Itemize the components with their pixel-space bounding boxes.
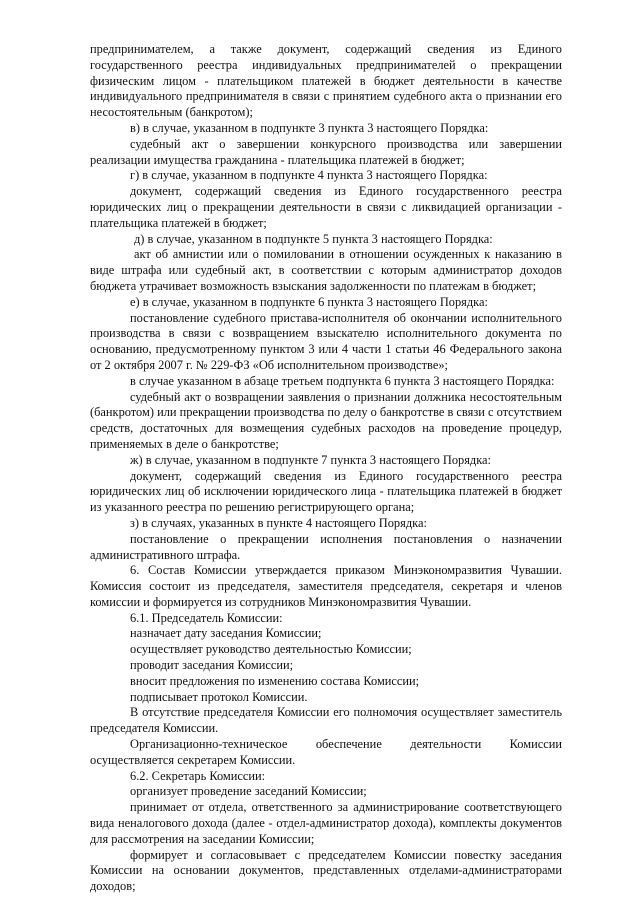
- paragraph: принимает от отдела, ответственного за администрирование соответствующего вида неналогового дохода (далее - отдел-администратор дохода), комплекты документов для рассмотрения на заседании Комиссии;: [90, 800, 562, 846]
- paragraph: з) в случаях, указанных в пункте 4 настоящего Порядка:: [130, 515, 427, 530]
- paragraph: документ, содержащий сведения из Единого государственного реестра юридических лиц о прекращении деятельности в связи с ликвидацией организации - плательщика платежей в бюджет;: [90, 184, 562, 230]
- paragraph: ж) в случае, указанном в подпункте 7 пункта 3 настоящего Порядка:: [130, 452, 491, 467]
- paragraph: проводит заседания Комиссии;: [130, 658, 294, 673]
- paragraph: судебный акт о завершении конкурсного производства или завершении реализации имущества гражданина - плательщика платежей в бюджет;: [90, 136, 562, 167]
- paragraph: судебный акт о возвращении заявления о признании должника несостоятельным (банкротом) или прекращении производства по делу о банкротстве в связи с отсутствием средств, достаточных для возмещения судебных расходов на проведение процедур, применяемых в деле о банкротстве;: [90, 389, 562, 451]
- paragraph: постановление судебного пристава-исполнителя об окончании исполнительного производства в связи с возвращением взыскателю исполнительного документа по основанию, предусмотренному пунктом 3 или 4 части 1 статьи 46 Федерального закона от 2 октября 2007 г. № 229-ФЗ «Об исполнительном производстве»;: [90, 310, 562, 372]
- paragraph: акт об амнистии или о помиловании в отношении осужденных к наказанию в виде штрафа или судебный акт, в соответствии с которым администратор доходов бюджета утрачивает возможность взыскания задолженности по платежам в бюджет;: [90, 247, 562, 293]
- document-body: [90, 42, 562, 895]
- paragraph: В отсутствие председателя Комиссии его полномочия осуществляет заместитель председателя Комиссии.: [90, 705, 562, 736]
- paragraph: подписывает протокол Комиссии.: [130, 689, 308, 704]
- paragraph: вносит предложения по изменению состава Комиссии;: [130, 673, 420, 688]
- document-page: [90, 42, 562, 895]
- paragraph: документ, содержащий сведения из Единого государственного реестра юридических лиц об исключении юридического лица - плательщика платежей в бюджет из указанного реестра по решению регистрирующего органа;: [90, 468, 562, 515]
- paragraph: 6.1. Председатель Комиссии:: [130, 610, 283, 625]
- paragraph: в) в случае, указанном в подпункте 3 пункта 3 настоящего Порядка:: [130, 120, 489, 135]
- paragraph: д) в случае, указанном в подпункте 5 пункта 3 настоящего Порядка:: [134, 231, 493, 246]
- paragraph: 6.2. Секретарь Комиссии:: [130, 768, 266, 783]
- paragraph: постановление о прекращении исполнения постановления о назначении административного штрафа.: [90, 531, 562, 562]
- paragraph: в случае указанном в абзаце третьем подпункта 6 пункта 3 настоящего Порядка:: [130, 373, 555, 388]
- paragraph: назначает дату заседания Комиссии;: [130, 626, 322, 641]
- paragraph: 6. Состав Комиссии утверждается приказом Минэкономразвития Чувашии. Комиссия состоит из председателя, заместителя председателя, секретаря и членов комиссии и формируется из сотрудников Минэкономразвития Чувашии.: [90, 563, 562, 609]
- paragraph: организует проведение заседаний Комиссии;: [130, 784, 367, 799]
- paragraph: формирует и согласовывает с председателем Комиссии повестку заседания Комиссии на основании документов, представленных отделами-администраторами доходов;: [90, 847, 562, 894]
- paragraph: Организационно-техническое обеспечение деятельности Комиссии осуществляется секретарем Комиссии.: [90, 737, 562, 767]
- paragraph: осуществляет руководство деятельностью Комиссии;: [130, 642, 412, 657]
- paragraph: г) в случае, указанном в подпункте 4 пункта 3 настоящего Порядка:: [130, 168, 488, 183]
- paragraph: предпринимателем, а также документ, содержащий сведения из Единого государственного реестра индивидуальных предпринимателей о прекращении физическим лицом - плательщиком платежей в бюджет деятельности в качестве индивидуального предпринимателя в связи с принятием судебного акта о признании его несостоятельным (банкротом);: [90, 42, 562, 120]
- paragraph: е) в случае, указанном в подпункте 6 пункта 3 настоящего Порядка:: [130, 294, 488, 309]
